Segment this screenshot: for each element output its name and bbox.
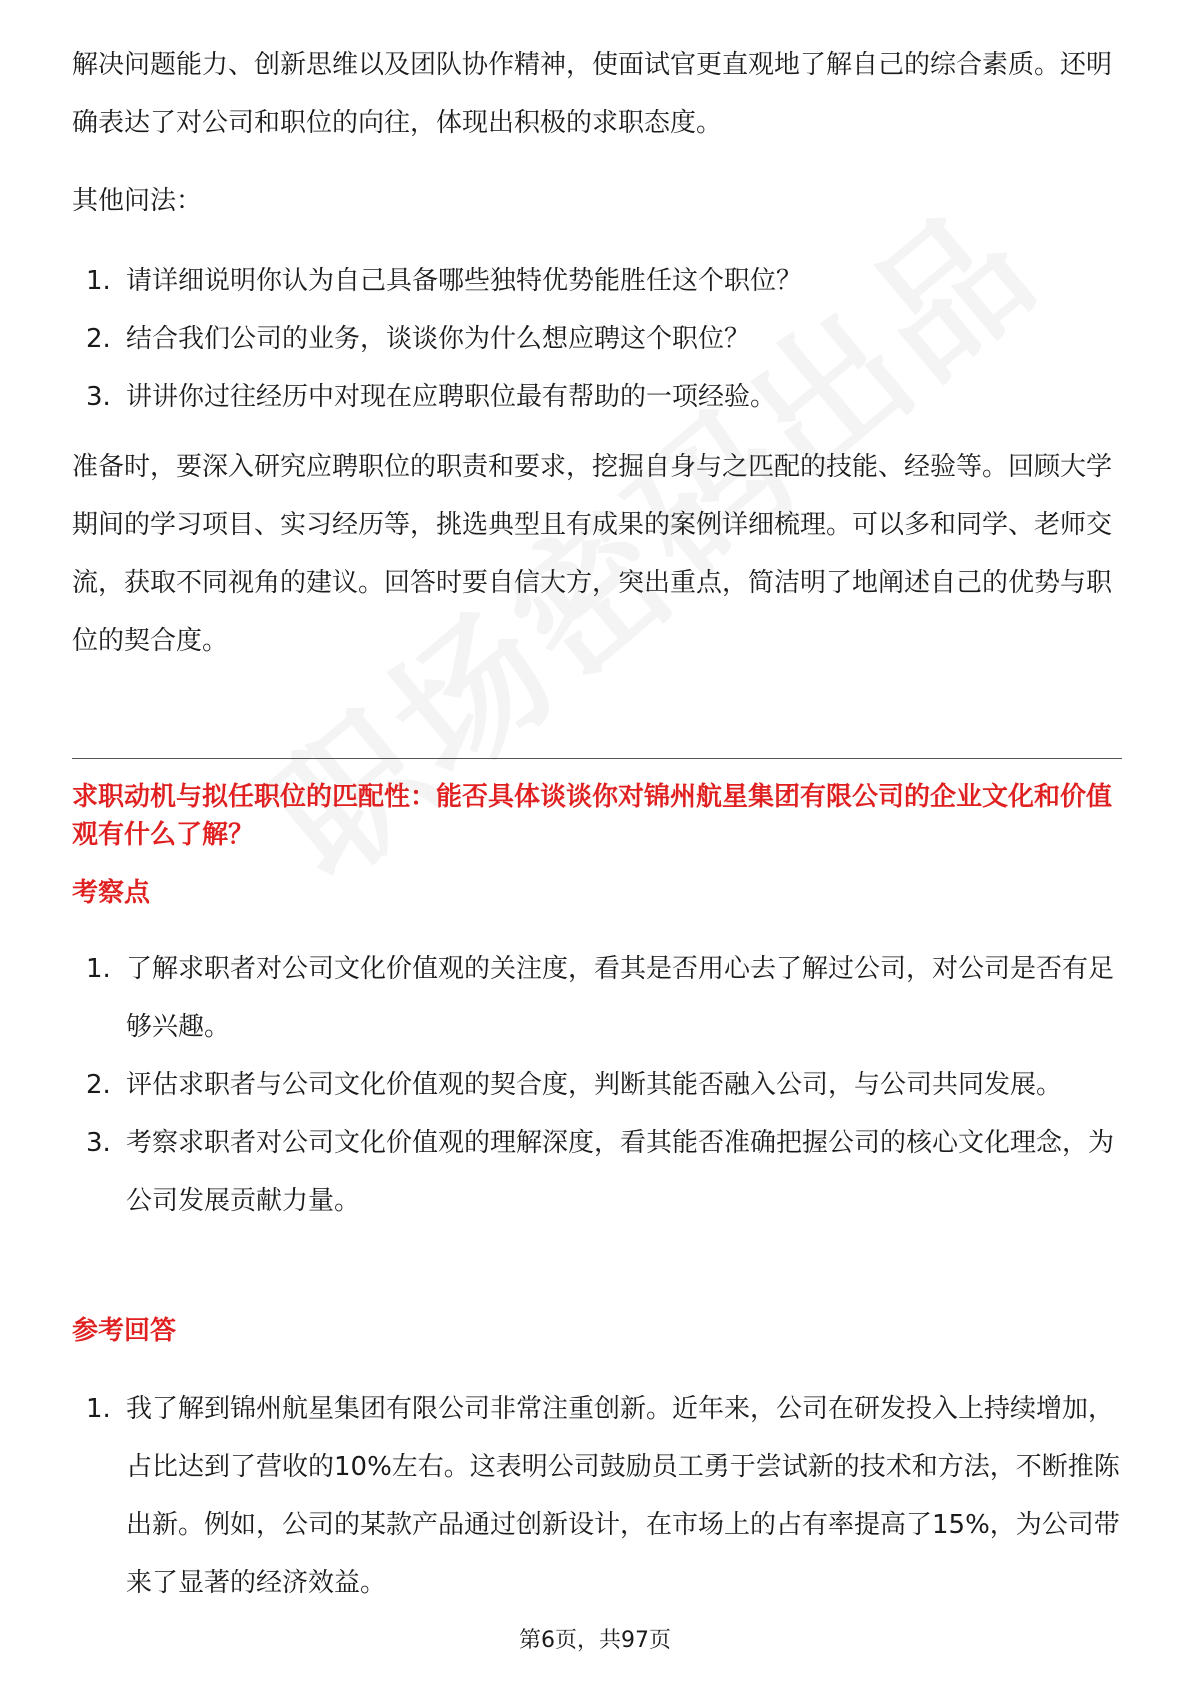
list-item: 3. 讲讲你过往经历中对现在应聘职位最有帮助的一项经验。: [86, 382, 777, 412]
list-item: 1. 了解求职者对公司文化价值观的关注度，看其是否用心去了解过公司，对公司是否有足够兴趣。: [86, 954, 1115, 1042]
reference-answer-list: [72, 1380, 1122, 1612]
section-divider: [72, 758, 1122, 759]
question-heading: 求职动机与拟任职位的匹配性：能否具体谈谈你对锦州航星集团有限公司的企业文化和价值观有什么了解？: [72, 782, 1113, 850]
page-number: 第6页，共97页: [519, 1628, 671, 1653]
assessment-title: 考察点: [72, 878, 151, 908]
list-item: 2. 结合我们公司的业务，谈谈你为什么想应聘这个职位？: [86, 324, 751, 354]
list-item: 2. 评估求职者与公司文化价值观的契合度，判断其能否融入公司，与公司共同发展。: [86, 1070, 1063, 1100]
list-item: 1. 请详细说明你认为自己具备哪些独特优势能胜任这个职位？: [86, 266, 803, 296]
reference-answer-title: 参考回答: [72, 1316, 177, 1346]
assessment-list: [72, 940, 1122, 1230]
preparation-paragraph: 准备时，要深入研究应聘职位的职责和要求，挖掘自身与之匹配的技能、经验等。回顾大学期间的学习项目、实习经历等，挑选典型且有成果的案例详细梳理。可以多和同学、老师交流，获取不同视角的建议。回答时要自信大方，突出重点，简洁明了地阐述自己的优势与职位的契合度。: [72, 452, 1113, 656]
intro-paragraph: 解决问题能力、创新思维以及团队协作精神，使面试官更直观地了解自己的综合素质。还明确表达了对公司和职位的向往，体现出积极的求职态度。: [72, 50, 1113, 138]
other-questions-list: [72, 252, 1122, 426]
other-questions-heading: 其他问法：: [72, 186, 203, 216]
list-item: 3. 考察求职者对公司文化价值观的理解深度，看其能否准确把握公司的核心文化理念，为公司发展贡献力量。: [86, 1128, 1115, 1216]
list-item: 1. 我了解到锦州航星集团有限公司非常注重创新。近年来，公司在研发投入上持续增加，占比达到了营收的10%左右。这表明公司鼓励员工勇于尝试新的技术和方法，不断推陈出新。例如，公司的某款产品通过创新设计，在市场上的占有率提高了15%，为公司带来了显著的经济效益。: [86, 1394, 1120, 1598]
